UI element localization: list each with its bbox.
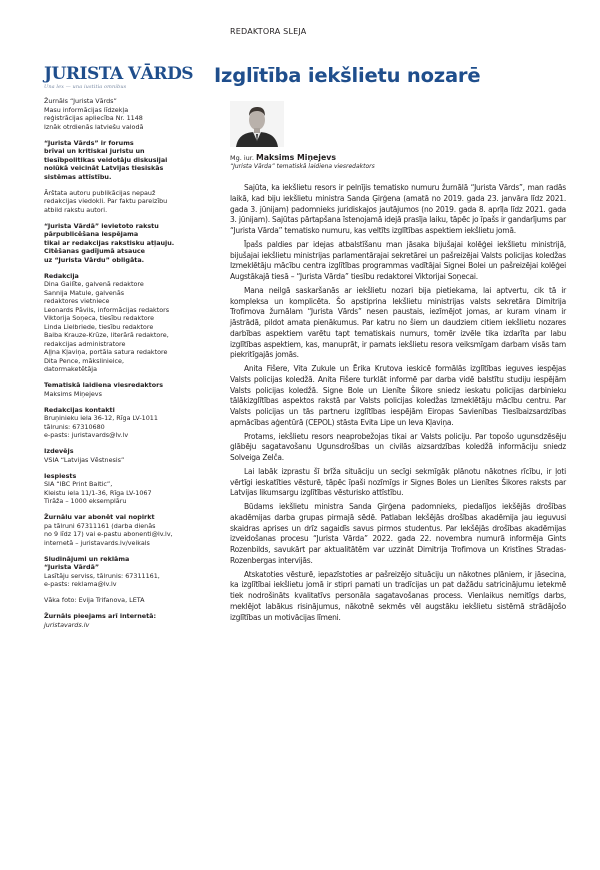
author-name: Maksims Miņejevs [256,153,336,162]
masthead-line: Sannija Matule, galvenās [44,288,125,297]
masthead-heading: Sludinājumi un reklāma [44,554,130,563]
masthead-line: Dita Pence, mākslinieice, [44,356,124,365]
masthead-line: redaktores vietniece [44,297,110,305]
masthead-line: pa tālruni 67311161 (darba dienās [44,521,156,530]
masthead-line: internetā – juristavards.lv/veikals [44,538,150,547]
masthead-line: redakcijas administratore [44,339,126,348]
masthead-line: uz “Jurista Vārdu” obligāta. [44,255,145,264]
masthead-heading: Iespiests [44,471,77,480]
masthead-line: Ārštata autoru publikācijas nepauž [44,188,156,197]
masthead-copyright [44,222,184,265]
article-paragraph: Īpašs paldies par idejas atbalstīšanu man jāsaka bijušajai kolēģei iekšlietu ministrijā, bijušajai iekšlietu ministrijas parlamentārajai sekretārei un pašreizējai Valsts policijas koledžas Izmeklētāju mācību centra izglītības programmas vadītājai Signei Bolei un pašreizējai kolēģei Augstākajā tiesā – “Jurista Vārda” tiesību redaktorei Viktorijai Soņecai. [230,239,566,281]
article-paragraph: Sajūta, ka iekšlietu resors ir pelnījis tematisko numuru žurnālā “Jurista Vārds”, man radās laikā, kad biju iekšlietu ministra Sanda Ģirģena (amatā no 2019. gada 23. janvāra līdz 2021. gada 3. jūnijam) padomnieks juridiskajos jautājumos (no 2019. gada 8. aprīļa līdz 2021. gada 3. jūnijam). Sajūtas pārtapšana īstenojamā idejā prasīja laiku, tāpēc jo īpašs ir gandarījums par “Jurista Vārda” tematisko numuru, kas veltīts izglītības aspektiem iekšlietu jomā. [230,183,566,235]
masthead-line: Iznāk otrdienās latviešu valodā [44,122,144,131]
masthead-publisher [44,447,184,464]
article-body [230,183,566,626]
masthead-mission [44,139,184,182]
masthead-line: Baiba Krauze-Krūze, literārā redaktore, [44,331,169,339]
masthead-heading: Izdevējs [44,447,74,455]
masthead-editorial [44,272,184,374]
masthead-heading: Žurnālu var abonēt vai nopirkt [44,513,155,521]
author-degree: Mg. iur. [230,154,254,162]
masthead-line: datormaketētāja [44,365,97,373]
article-paragraph: Anita Fišere, Vita Zukule un Ērika Krutova ieskicē formālās izglītības ieguves iespējas Valsts policijas koledžā. Anita Fišere turklāt informē par darba vidē balstītu studiju iespējām Valsts policijas koledžā. Signe Bole un Lienīte Šikore sniedz ieskatu policijas darbinieku tālākizglītības aspektos rakstā par Valsts policijas koledžas Izmeklētāju mācību centru. Par Valsts policijas un tās partneru izglītības iespējām Eiropas Savienības Tiesībaizsardzības apmācības aģentūrā (CEPOL) stāsta Evita Lipe un Ieva Kļaviņa. [230,364,566,427]
article-paragraph: Būdams iekšlietu ministra Sanda Ģirģena padomnieks, piedalījos iekšējās drošības akadēmijas darba grupas pirmajā sēdē. Patlaban Iekšējās drošības akadēmija jau ieguvusi skaidras aprises un drīz sagaidīs savus pirmos studentus. Par Iekšējās drošības akadēmijas izveidošanas procesu “Jurista Vārda” 2022. gada 22. novembra numurā informēja Gints Rozenbilds, savukārt par aktualitātēm var uzzināt Dimitrija Trofimova un Kristīnes Stradas-Rozenbergas intervijās. [230,502,566,565]
author-photo [230,101,284,147]
masthead-column [44,97,184,637]
masthead-intro [44,97,184,131]
masthead-line: atbild rakstu autori. [44,205,108,214]
masthead-line: Leonards Pāvils, informācijas redaktors [44,305,170,314]
article-paragraph: Atskatoties vēsturē, iepazīstoties ar pašreizējo situāciju un nākotnes plāniem, ir jāsecina, ka izglītībai iekšlietu jomā ir stipri pamati un tradīcijas un pat dažādu satricinājumu ietekmē tiek nodrošināts kvalitatīvs personāla sagatavošanas process. Vienlaikus nemitīgs darbs, meklējot labākus risinājumus, nākotnē sekmēs vēl augstāku iekšlietu sistēmā strādājošo izglītības un motivācijas līmeni. [230,569,566,622]
masthead-ads [44,555,184,589]
masthead-line: Tirāža – 1000 eksemplāru [44,497,127,505]
article-paragraph: Mana neilgā saskaršanās ar iekšlietu nozari bija pietiekama, lai aptvertu, cik tā ir kompleksa un komplicēta. Šo apstiprina Iekšlietu ministrijas valsts sekretāra Dimitrija Trofimova žurnālam “Jurista Vārds” nesen paustais, iezīmējot jomas, ar kuram vinam ir jāstrādā, pildot amata pienākumus. Par katru no šiem un daudziem citiem iekšlietu nozares darbības aspektiem varētu tapt tematiskais numurs, tomēr izvēle tika izdarīta par labu izglītības aspektiem, kas, manuprāt, ir pamats iekšlietu resora veiksmīgam darbam visās tam piekritīgajās jomās. [230,285,566,360]
masthead-heading: Žurnāls pieejams arī internetā: [44,612,157,620]
masthead-line: tikai ar redakcijas rakstisku atļauju. [44,238,175,247]
masthead-disclaimer [44,189,184,215]
article-title: Izglītība iekšlietu nozarē [214,64,481,87]
masthead-line: redakcijas viedokli. Par faktu pareizību [44,197,168,205]
masthead-line: tiesībpolitikas veidotāju diskusijai [44,155,168,164]
masthead-line: Bruņinieku iela 36-12, Rīga LV-1011 [44,414,158,422]
masthead-contacts [44,406,184,440]
masthead-line: VSIA “Latvijas Vēstnesis” [44,455,125,464]
masthead-subscribe [44,513,184,547]
masthead-line: reģistrācijas apliecība Nr. 1148 [44,114,143,122]
masthead-line: Žurnāls “Jurista Vārds” [44,97,117,105]
masthead-printer [44,472,184,506]
masthead-line: SIA “IBC Print Baltic”, [44,480,113,488]
magazine-logo [44,64,194,90]
masthead-photo-credit [44,596,184,605]
author-role: “Jurista Vārda” tematiskā laidiena viesredaktors [230,162,375,170]
masthead-line: “Jurista Vārds” ir forums [44,138,134,147]
masthead-line: brīvai un kritiskai juristu un [44,147,145,155]
masthead-line: e-pasts: reklama@lv.lv [44,580,117,588]
masthead-line: Aļļna Kļaviņa, portāla satura redaktore [44,348,168,356]
logo-motto: Una lex — una iustitia omnibus [44,84,127,90]
masthead-line: e-pasts: juristavards@lv.lv [44,431,129,439]
masthead-line: Maksims Miņejevs [44,389,102,398]
masthead-line: “Jurista Vārdā” [44,563,100,571]
logo-name: JURISTA VĀRDS [44,64,194,84]
article-paragraph: Protams, iekšlietu resors neaprobežojas tikai ar Valsts policiju. Par topošo ugunsdzēsēju glābēju sagatavošanu Ugunsdrošības un civilās aizsardzības koledžā informāciju sniedz Solveiga Zelča. [230,431,566,462]
masthead-heading: Redakcijas kontakti [44,405,115,414]
masthead-line: Lasītāju serviss, tālrunis: 67311161, [44,571,160,580]
masthead-line: tālrunis: 67310680 [44,422,105,431]
masthead-line: sistēmas attīstību. [44,172,112,181]
masthead-line: Masu informācijas līdzekļa [44,105,129,114]
masthead-heading: Redakcija [44,271,79,280]
masthead-heading: Tematiskā laidiena viesredaktors [44,381,164,389]
masthead-line: Citēšanas gadījumā atsauce [44,247,146,255]
masthead-line: Kleistu iela 11/1-36, Rīga LV-1067 [44,488,152,497]
author-info [230,154,375,171]
masthead-issue-editor [44,381,184,398]
article-paragraph: Lai labāk izprastu šī brīža situāciju un secīgi sekmīgāk plānotu nākotnes rīcību, ir ļoti vērtīgi ieskatīties vēsturē, tāpēc īpaši nozīmīgs ir Signes Boles un Lienītes Šikores raksts par Latvijas likumsargu izglītības vēsturisko attīstību. [230,466,566,498]
masthead-line: Viktorija Soņeca, tiesību redaktore [44,314,155,322]
masthead-line: juristavards.lv [44,620,90,629]
masthead-line: Linda Lielbriede, tiesību redaktore [44,322,154,331]
masthead-online [44,612,184,629]
masthead-line: nolūkā veicināt Latvijas tiesiskās [44,164,164,172]
masthead-line: no 9 līdz 17) vai e-pastu abonenti@lv.lv, [44,530,173,538]
section-label: REDAKTORA SLEJA [230,27,307,36]
masthead-line: Vāka foto: Evija Trifanova, LETA [44,596,145,604]
masthead-line: “Jurista Vārdā” ievietoto rakstu [44,221,159,230]
masthead-line: Dina Gailīte, galvenā redaktore [44,280,144,288]
masthead-line: pārpublicēšana iespējama [44,230,139,238]
